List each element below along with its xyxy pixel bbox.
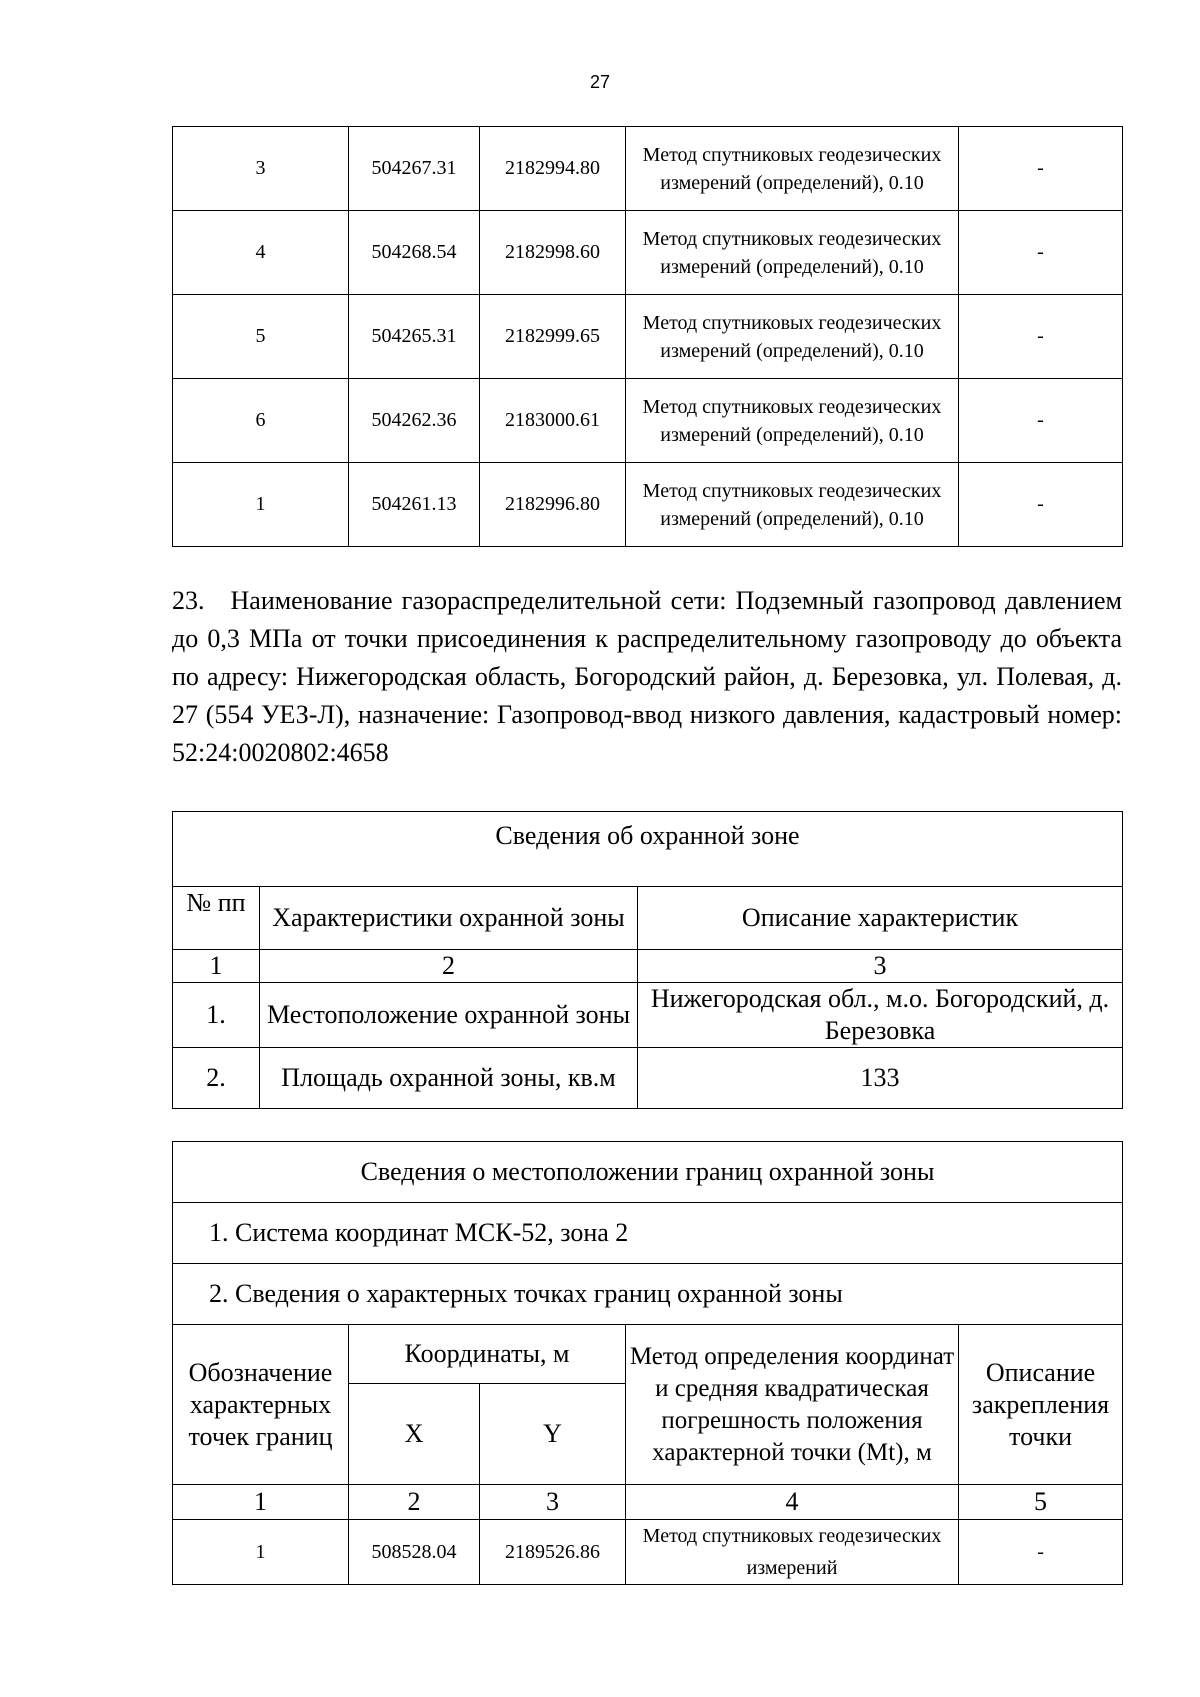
points-section-title: 2. Сведения о характерных точках границ охранной зоны [173, 1264, 1123, 1325]
table-row [173, 295, 1123, 379]
fixing-description: - [959, 295, 1123, 379]
header-method: Метод определения координат и средняя квадратическая погрешность положения характерной точки (Mt), м [626, 1325, 959, 1485]
bounds-row-method: Метод спутниковых геодезических измерений [626, 1520, 959, 1585]
page-number: 27 [589, 72, 611, 92]
bounds-table-title: Сведения о местоположении границ охранной зоны [173, 1142, 1123, 1203]
zone-table-title: Сведения об охранной зоне [173, 812, 1123, 887]
zone-header-characteristics: Характеристики охранной зоны [260, 887, 638, 950]
zone-row-num: 1. [173, 983, 260, 1048]
header-y: Y [480, 1384, 626, 1485]
fixing-description: - [959, 211, 1123, 295]
method-description: Метод спутниковых геодезических измерений (определений), 0.10 [626, 127, 959, 211]
method-description: Метод спутниковых геодезических измерений (определений), 0.10 [626, 295, 959, 379]
zone-row-value: Нижегородская обл., м.о. Богородский, д. Березовка [638, 983, 1123, 1048]
network-description-paragraph: 23. Наименование газораспределительной сети: Подземный газопровод давлением до 0,3 МПа от точки присоединения к распределительному газопроводу до объекта по адресу: Нижегородская область, Богородский район, д. Березовка, ул. Полевая, д. 27 (554 УЕЗ-Л), назначение: Газопровод-ввод низкого давления, кадастровый номер: 52:24:0020802:4658 [172, 586, 1122, 767]
protection-zone-info-table [172, 811, 1123, 1109]
bounds-col-number: 5 [959, 1485, 1123, 1520]
coord-y: 2182996.80 [480, 463, 626, 547]
zone-row-name: Площадь охранной зоны, кв.м [260, 1048, 638, 1109]
bounds-row-y: 2189526.86 [480, 1520, 626, 1585]
point-number: 6 [173, 379, 349, 463]
zone-col-number: 2 [260, 950, 638, 983]
method-description: Метод спутниковых геодезических измерений (определений), 0.10 [626, 211, 959, 295]
coord-y: 2182999.65 [480, 295, 626, 379]
zone-col-number: 3 [638, 950, 1123, 983]
coord-y: 2183000.61 [480, 379, 626, 463]
bounds-row-desc: - [959, 1520, 1123, 1585]
bounds-col-number: 1 [173, 1485, 349, 1520]
method-description: Метод спутниковых геодезических измерений (определений), 0.10 [626, 463, 959, 547]
bounds-row-num: 1 [173, 1520, 349, 1585]
coord-x: 504265.31 [349, 295, 480, 379]
zone-header-num: № пп [173, 887, 260, 950]
zone-col-number: 1 [173, 950, 260, 983]
table-row [173, 379, 1123, 463]
point-number: 5 [173, 295, 349, 379]
table-row [173, 463, 1123, 547]
header-designation: Обозначение характерных точек границ [173, 1325, 349, 1485]
coordinates-table-continued [172, 126, 1123, 547]
fixing-description: - [959, 127, 1123, 211]
bounds-col-number: 4 [626, 1485, 959, 1520]
header-x: X [349, 1384, 480, 1485]
zone-header-description: Описание характеристик [638, 887, 1123, 950]
boundary-location-table [172, 1141, 1123, 1585]
table-row [173, 211, 1123, 295]
zone-row-num: 2. [173, 1048, 260, 1109]
coord-y: 2182998.60 [480, 211, 626, 295]
fixing-description: - [959, 379, 1123, 463]
method-description: Метод спутниковых геодезических измерений (определений), 0.10 [626, 379, 959, 463]
coord-x: 504268.54 [349, 211, 480, 295]
header-fixing-description: Описание закрепления точки [959, 1325, 1123, 1485]
fixing-description: - [959, 463, 1123, 547]
header-coordinates: Координаты, м [349, 1325, 626, 1384]
zone-row-value: 133 [638, 1048, 1123, 1109]
bounds-col-number: 3 [480, 1485, 626, 1520]
coord-x: 504262.36 [349, 379, 480, 463]
bounds-col-number: 2 [349, 1485, 480, 1520]
coord-x: 504267.31 [349, 127, 480, 211]
point-number: 1 [173, 463, 349, 547]
point-number: 3 [173, 127, 349, 211]
point-number: 4 [173, 211, 349, 295]
table-row [173, 127, 1123, 211]
bounds-row-x: 508528.04 [349, 1520, 480, 1585]
coordinate-system: 1. Система координат МСК-52, зона 2 [173, 1203, 1123, 1264]
zone-row-name: Местоположение охранной зоны [260, 983, 638, 1048]
coord-y: 2182994.80 [480, 127, 626, 211]
coord-x: 504261.13 [349, 463, 480, 547]
